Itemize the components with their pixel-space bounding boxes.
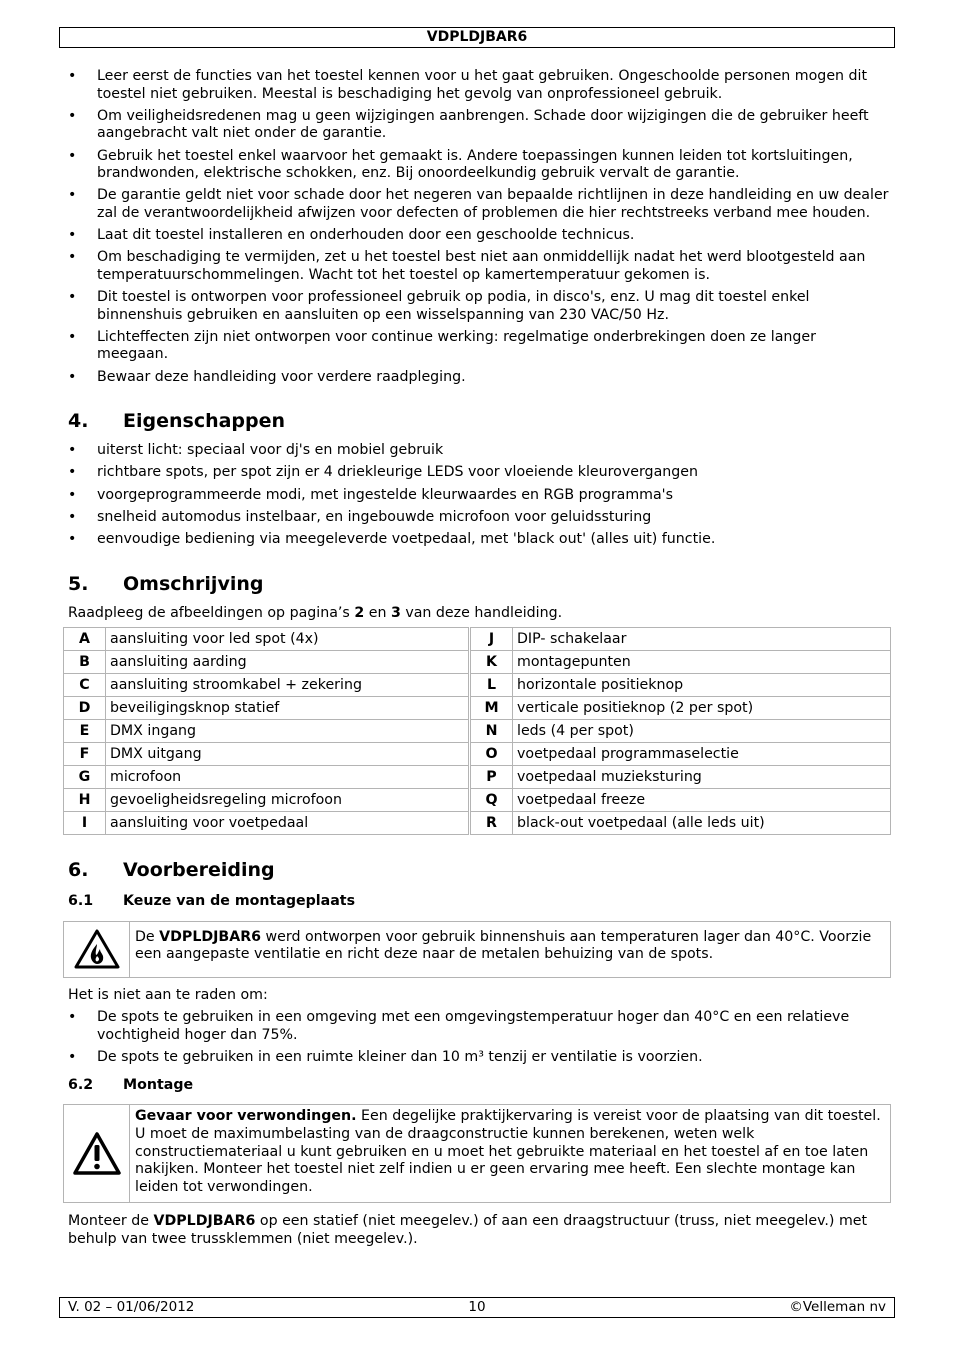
part-desc-cell: voetpedaal muzieksturing (513, 766, 891, 789)
table-row (64, 720, 891, 743)
list-item: • Lichteffecten zijn niet ontworpen voor continue werking: regelmatige onderbrekingen doen ze langer meegaan. (68, 328, 816, 363)
list-item: • eenvoudige bediening via meegeleverde voetpedaal, met 'black out' (alles uit) functie. (68, 531, 716, 547)
part-desc-cell: voetpedaal programmaselectie (513, 743, 891, 766)
footer-page-number: 10 (468, 1299, 486, 1315)
parts-table (63, 627, 891, 835)
part-desc-cell: microfoon (106, 766, 470, 789)
list-item: • Leer eerst de functies van het toestel kennen voor u het gaat gebruiken. Ongeschoolde personen mogen dit toestel niet gebruiken. Meestal is beschadiging het gevolg van onprofessioneel gebruik. (68, 68, 868, 102)
list-item: • Bewaar deze handleiding voor verdere raadpleging. (68, 368, 466, 385)
advice-text: Het is niet aan te raden om: (68, 986, 268, 1003)
table-row (64, 743, 891, 766)
part-key-cell: N (470, 720, 513, 743)
part-key-cell: H (64, 789, 106, 812)
part-key-cell: O (470, 743, 513, 766)
table-row (64, 697, 891, 720)
table-row (64, 651, 891, 674)
part-desc-cell: DMX ingang (106, 720, 470, 743)
list-item: • Om veiligheidsredenen mag u geen wijzigingen aanbrengen. Schade door wijzigingen die de gebruiker heeft aangebracht valt niet onder de garantie. (68, 107, 869, 142)
list-item: • uiterst licht: speciaal voor dj's en mobiel gebruik (68, 442, 444, 459)
part-key-cell: Q (470, 789, 513, 812)
page-footer (59, 1297, 895, 1318)
safety-list (68, 68, 890, 386)
part-desc-cell: horizontale positieknop (513, 674, 891, 697)
fire-warning-text: De VDPLDJBAR6 werd ontworpen voor gebruik binnenshuis aan temperaturen lager dan 40°C. Voorzie een aangepaste ventilatie en richt deze naar de metalen behuizing van de spots. (135, 928, 872, 963)
page-content (68, 68, 890, 1254)
part-key-cell: B (64, 651, 106, 674)
part-key-cell: F (64, 743, 106, 766)
list-item: • snelheid automodus instelbaar, en ingebouwde microfoon voor geluidssturing (68, 508, 652, 525)
part-desc-cell: verticale positieknop (2 per spot) (513, 697, 891, 720)
part-key-cell: C (64, 674, 106, 697)
list-item: • Dit toestel is ontworpen voor professioneel gebruik op podia, in disco's, enz. U mag dit toestel enkel binnenshuis gebruiken en aansluiten op een wisselspanning van 230 VAC/50 Hz. (68, 289, 810, 323)
part-desc-cell: aansluiting voor voetpedaal (106, 812, 470, 835)
part-key-cell: A (64, 628, 106, 651)
injury-warning-text: Gevaar voor verwondingen. Een degelijke praktijkervaring is vereist voor de plaatsing van dit toestel. U moet de maximumbelasting van de draagconstructie kunnen berekenen, weten welk constructiemateriaal u kunt gebruiken en u moet het gebruikte materiaal en het toestel af en toe laten nakijken. Monteer het toestel niet zelf indien u er geen ervaring mee heeft. Een slechte montage kan leiden tot verwondingen. (135, 1108, 881, 1195)
part-desc-cell: black-out voetpedaal (alle leds uit) (513, 812, 891, 835)
list-item: • Om beschadiging te vermijden, zet u het toestel best niet aan onmiddellijk nadat het werd blootgesteld aan temperatuurschommelingen. Wacht tot het toestel op kamertemperatuur gekomen is. (68, 249, 866, 283)
part-desc-cell: voetpedaal freeze (513, 789, 891, 812)
part-key-cell: R (470, 812, 513, 835)
section-heading-eigenschappen: 4. Eigenschappen (68, 410, 286, 433)
section-heading-omschrijving: 5. Omschrijving (68, 572, 264, 595)
part-desc-cell: DMX uitgang (106, 743, 470, 766)
list-item: • voorgeprogrammeerde modi, met ingestelde kleurwaardes en RGB programma's (68, 486, 673, 503)
part-key-cell: E (64, 720, 106, 743)
warning-triangle-icon (64, 1105, 130, 1202)
part-desc-cell: leds (4 per spot) (513, 720, 891, 743)
part-desc-cell: DIP- schakelaar (513, 628, 891, 651)
subsection-heading-montageplaats: 6.1 Keuze van de montageplaats (68, 893, 356, 910)
list-item: • Laat dit toestel installeren en onderhouden door een geschoolde technicus. (68, 227, 635, 244)
table-row (64, 789, 891, 812)
list-item: • De garantie geldt niet voor schade door het negeren van bepaalde richtlijnen in deze handleiding en uw dealer zal de verantwoordelijkheid afwijzen voor defecten of problemen die hier rechtstreeks verband mee houden. (68, 187, 889, 221)
part-key-cell: K (470, 651, 513, 674)
flammable-warning-icon (64, 922, 130, 977)
list-item: • De spots te gebruiken in een omgeving met een omgevingstemperatuur hoger dan 40°C en een relatieve vochtigheid hoger dan 75%. (68, 1009, 850, 1043)
part-desc-cell: montagepunten (513, 651, 891, 674)
table-row (64, 628, 891, 651)
page-header (59, 27, 895, 48)
part-key-cell: I (64, 812, 106, 835)
table-row (64, 812, 891, 835)
part-desc-cell: aansluiting aarding (106, 651, 470, 674)
part-desc-cell: gevoeligheidsregeling microfoon (106, 789, 470, 812)
injury-warning-box (63, 1104, 891, 1203)
table-row (64, 674, 891, 697)
part-key-cell: M (470, 697, 513, 720)
table-row (64, 766, 891, 789)
footer-version: V. 02 – 01/06/2012 (68, 1299, 195, 1315)
part-key-cell: L (470, 674, 513, 697)
part-desc-cell: beveiligingsknop statief (106, 697, 470, 720)
header-model: VDPLDJBAR6 (426, 29, 528, 45)
part-key-cell: G (64, 766, 106, 789)
list-item: • Gebruik het toestel enkel waarvoor het gemaakt is. Andere toepassingen kunnen leiden tot kortsluitingen, brandwonden, elektrische schokken, enz. Bij onoordeelkundig gebruik vervalt de garantie. (68, 147, 853, 182)
description-intro: Raadpleeg de afbeeldingen op pagina’s 2 en 3 van deze handleiding. (68, 604, 563, 621)
part-desc-cell: aansluiting voor led spot (4x) (106, 628, 470, 651)
part-key-cell: P (470, 766, 513, 789)
section-heading-voorbereiding: 6. Voorbereiding (68, 859, 275, 882)
footer-copyright: ©Velleman nv (789, 1299, 886, 1315)
mounting-text: Monteer de VDPLDJBAR6 op een statief (niet meegelev.) of aan een draagstructuur (truss, niet meegelev.) met behulp van twee trussklemmen (niet meegelev.). (68, 1213, 868, 1247)
advice-list (68, 1009, 890, 1066)
features-list (68, 442, 890, 548)
part-key-cell: D (64, 697, 106, 720)
part-desc-cell: aansluiting stroomkabel + zekering (106, 674, 470, 697)
list-item: • De spots te gebruiken in een ruimte kleiner dan 10 m³ tenzij er ventilatie is voorzien. (68, 1049, 703, 1066)
fire-warning-box (63, 921, 891, 978)
subsection-heading-montage: 6.2 Montage (68, 1076, 194, 1093)
part-key-cell: J (470, 628, 513, 651)
list-item: • richtbare spots, per spot zijn er 4 driekleurige LEDS voor vloeiende kleurovergangen (68, 464, 698, 481)
